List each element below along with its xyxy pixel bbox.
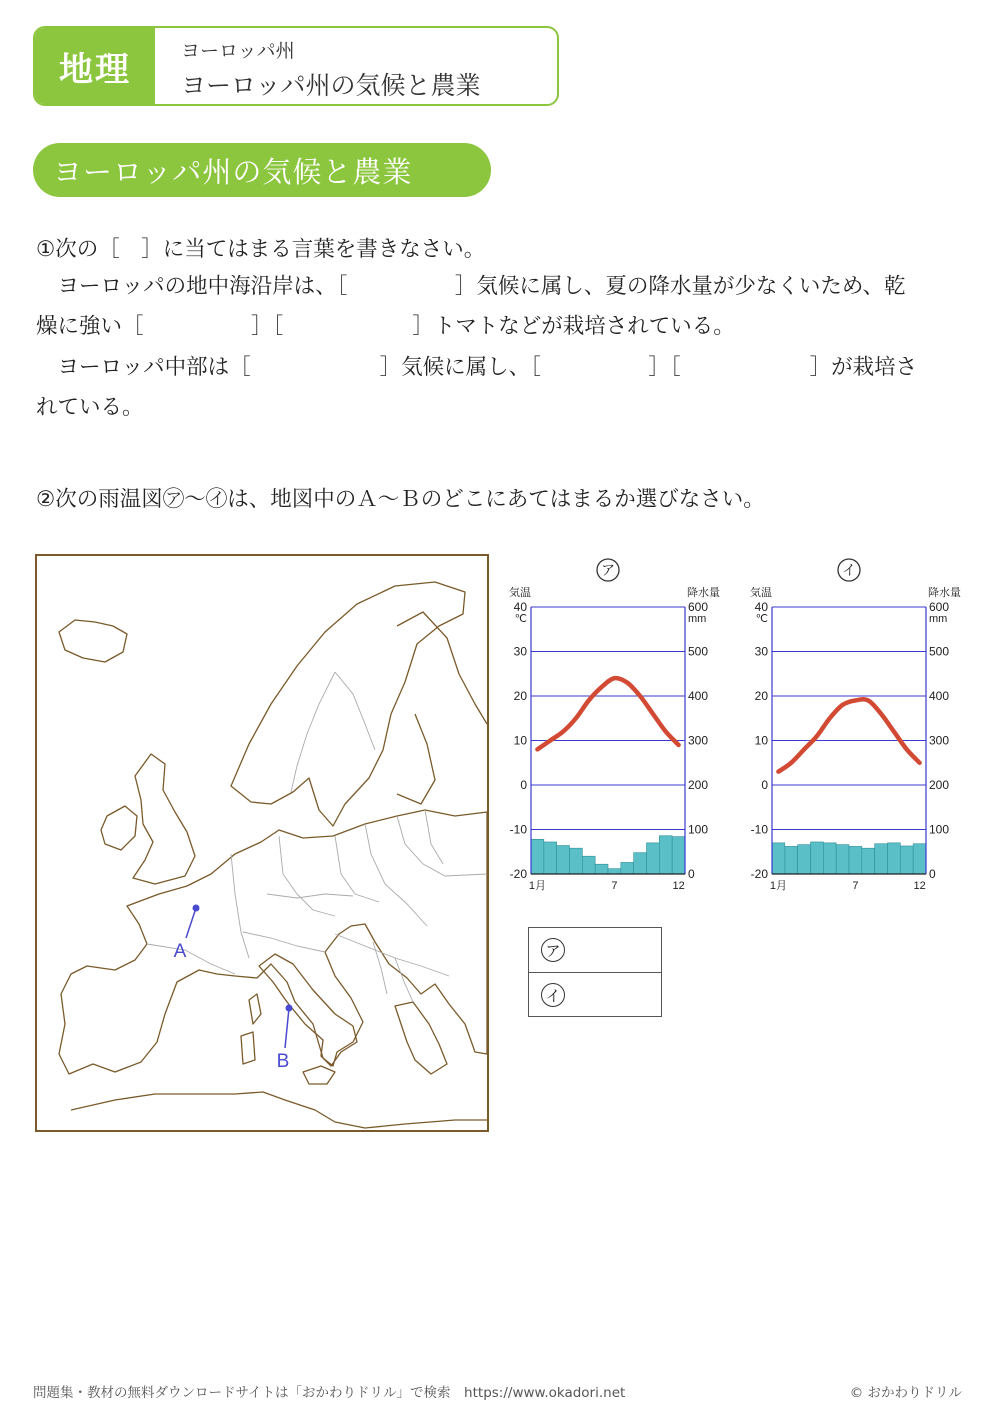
precip-bar [608,869,621,874]
month-label: 12 [913,880,926,892]
precip-bar [875,844,888,874]
subject-badge: 地理 [35,28,155,104]
chart-title: ア [601,562,615,578]
climate-chart-a [500,553,730,893]
precip-bar [544,842,557,874]
precip-tick-label: 300 [929,733,950,748]
precip-tick-label: 400 [688,689,709,703]
month-label: 7 [611,880,618,892]
precip-tick-label: 100 [688,822,709,837]
precip-tick-label: 300 [688,733,709,748]
temperature-line [778,699,919,771]
temperature-line [537,678,678,749]
temp-tick-label: 40 [754,600,768,614]
precip-tick-label: 0 [929,867,936,881]
temp-tick-label: 0 [520,778,527,792]
precip-tick-label: 200 [688,778,709,792]
precip-unit-label: mm [929,613,948,625]
temp-tick-label: -10 [509,822,527,837]
precip-bar [862,848,875,874]
precip-bar [900,846,913,874]
answer-label-i: イ [541,983,565,1007]
temp-tick-label: -20 [509,867,527,881]
precip-tick-label: 500 [929,644,950,659]
map-label-b: B [276,1051,290,1072]
precip-bar [672,837,685,874]
precip-bar [557,846,570,874]
precip-bar [888,843,901,874]
section-title: ヨーロッパ州の気候と農業 [33,143,491,197]
q1-line1: ①次の［ ］に当てはまる言葉を書きなさい。 [36,237,486,262]
precip-bar [913,844,926,874]
precip-bar [823,843,836,874]
europe-map [35,554,489,1132]
precip-bar [621,862,634,874]
precip-tick-label: 600 [929,600,950,614]
unit-label: ヨーロッパ州 [181,40,295,62]
precip-tick-label: 400 [929,689,950,703]
q2-text: ②次の雨温図㋐〜㋑は、地図中のＡ〜Ｂのどこにあてはまるか選びなさい。 [36,487,765,512]
month-label: 12 [672,880,685,892]
footer-left: 問題集・教材の無料ダウンロードサイトは「おかわりドリル」で検索 https://www.okadori.net [33,1385,626,1401]
temp-unit-label: ℃ [755,613,768,625]
temp-unit-label: ℃ [514,613,527,625]
precip-bar [798,845,811,874]
precip-bar [836,845,849,874]
temp-tick-label: 10 [513,733,527,748]
temp-tick-label: -20 [750,867,768,881]
precip-axis-label: 降水量 [687,587,720,599]
header-box [33,26,559,106]
precip-bar [772,843,785,874]
precip-bar [849,846,862,874]
precip-bar [595,864,608,874]
temp-axis-label: 気温 [509,587,531,599]
temp-tick-label: -10 [750,822,768,837]
precip-bar [634,853,647,874]
temp-tick-label: 10 [754,733,768,748]
q1-line2: ヨーロッパの地中海沿岸は、［ ］気候に属し、夏の降水量が少なくいため、乾 [36,274,906,299]
temp-tick-label: 30 [754,644,768,659]
temp-axis-label: 気温 [750,587,772,599]
precip-tick-label: 0 [688,867,695,881]
month-label: 1月 [769,880,787,892]
precip-tick-label: 600 [688,600,709,614]
precip-tick-label: 100 [929,822,950,837]
q1-line3: 燥に強い［ ］［ ］トマトなどが栽培されている。 [36,314,735,339]
q1-line5: れている。 [36,395,144,420]
precip-unit-label: mm [688,613,707,625]
precip-bar [659,836,672,874]
precip-bar [785,846,798,874]
precip-bar [811,842,824,874]
precip-axis-label: 降水量 [928,587,961,599]
answer-row-i[interactable] [529,973,661,1017]
temp-tick-label: 30 [513,644,527,659]
precip-bar [570,848,583,874]
temp-tick-label: 20 [754,689,768,703]
answer-label-a: ア [541,938,565,962]
precip-bar [531,839,544,874]
map-label-a: A [173,941,187,962]
temp-tick-label: 20 [513,689,527,703]
precip-tick-label: 200 [929,778,950,792]
q1-line4: ヨーロッパ中部は［ ］気候に属し、［ ］［ ］が栽培さ [36,355,918,380]
footer-right: © おかわりドリル [849,1385,962,1401]
precip-bar [647,843,660,874]
answer-table [528,927,662,1017]
page-title: ヨーロッパ州の気候と農業 [181,71,481,100]
answer-row-a[interactable] [529,928,661,973]
temp-tick-label: 40 [513,600,527,614]
precip-tick-label: 500 [688,644,709,659]
climate-chart-i [741,553,971,893]
precip-bar [582,856,595,874]
month-label: 7 [852,880,859,892]
month-label: 1月 [528,880,546,892]
chart-title: イ [842,562,856,578]
temp-tick-label: 0 [761,778,768,792]
